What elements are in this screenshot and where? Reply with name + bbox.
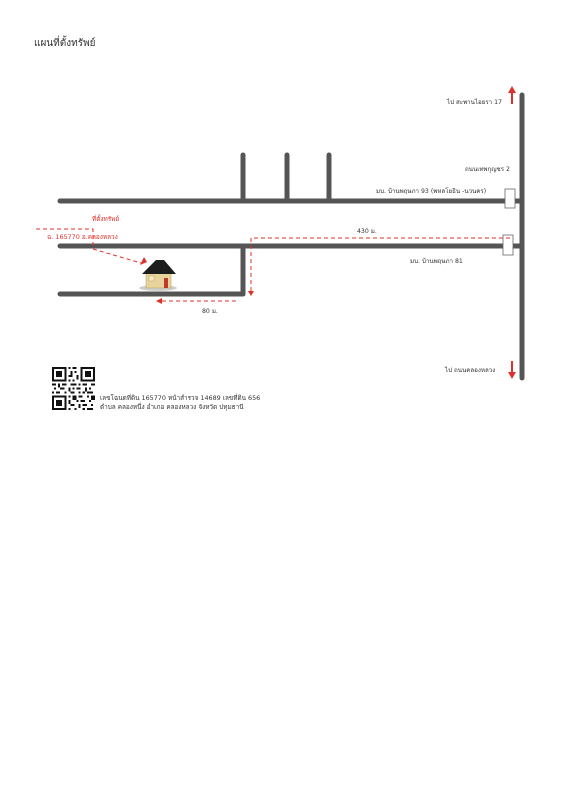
label-distance-430: 430 ม. xyxy=(357,228,377,235)
label-property: ที่ตั้งทรัพย์ xyxy=(92,215,120,223)
house-icon xyxy=(139,260,177,291)
intersection-marker-93 xyxy=(505,189,515,208)
page-title: แผนที่ตั้งทรัพย์ xyxy=(34,38,96,49)
roads xyxy=(60,95,522,378)
label-to-south: ไป ถนนคลองหลวง xyxy=(445,367,496,374)
route-arrowhead-left xyxy=(156,298,162,304)
caption-address-line: ตำบล คลองหนึ่ง อำเภอ คลองหลวง จังหวัด ปทุมธานี xyxy=(100,403,244,411)
label-soi-81: มบ. บ้านพฤษภา 81 xyxy=(410,258,463,265)
label-main-road: ถนนเทพกุญชร 2 xyxy=(465,166,510,173)
arrow-down-icon xyxy=(508,361,516,379)
qr-code-icon xyxy=(52,367,95,410)
arrow-up-icon xyxy=(508,86,516,104)
caption-deed-line: เลขโฉนดที่ดิน 165770 หน้าสำรวจ 14689 เลขที่ดิน 656 xyxy=(100,394,261,402)
route-arrowhead-down xyxy=(248,291,254,296)
label-deed: ฉ. 165770 อ.คลองหลวง xyxy=(47,233,118,241)
label-to-north: ไป สะพานไอยรา 17 xyxy=(447,99,502,106)
label-distance-80: 80 ม. xyxy=(202,308,218,315)
label-soi-93: มบ. บ้านพฤษภา 93 (พหลโยธิน -นวนคร) xyxy=(376,188,487,195)
route-arrowhead-house xyxy=(140,257,147,265)
